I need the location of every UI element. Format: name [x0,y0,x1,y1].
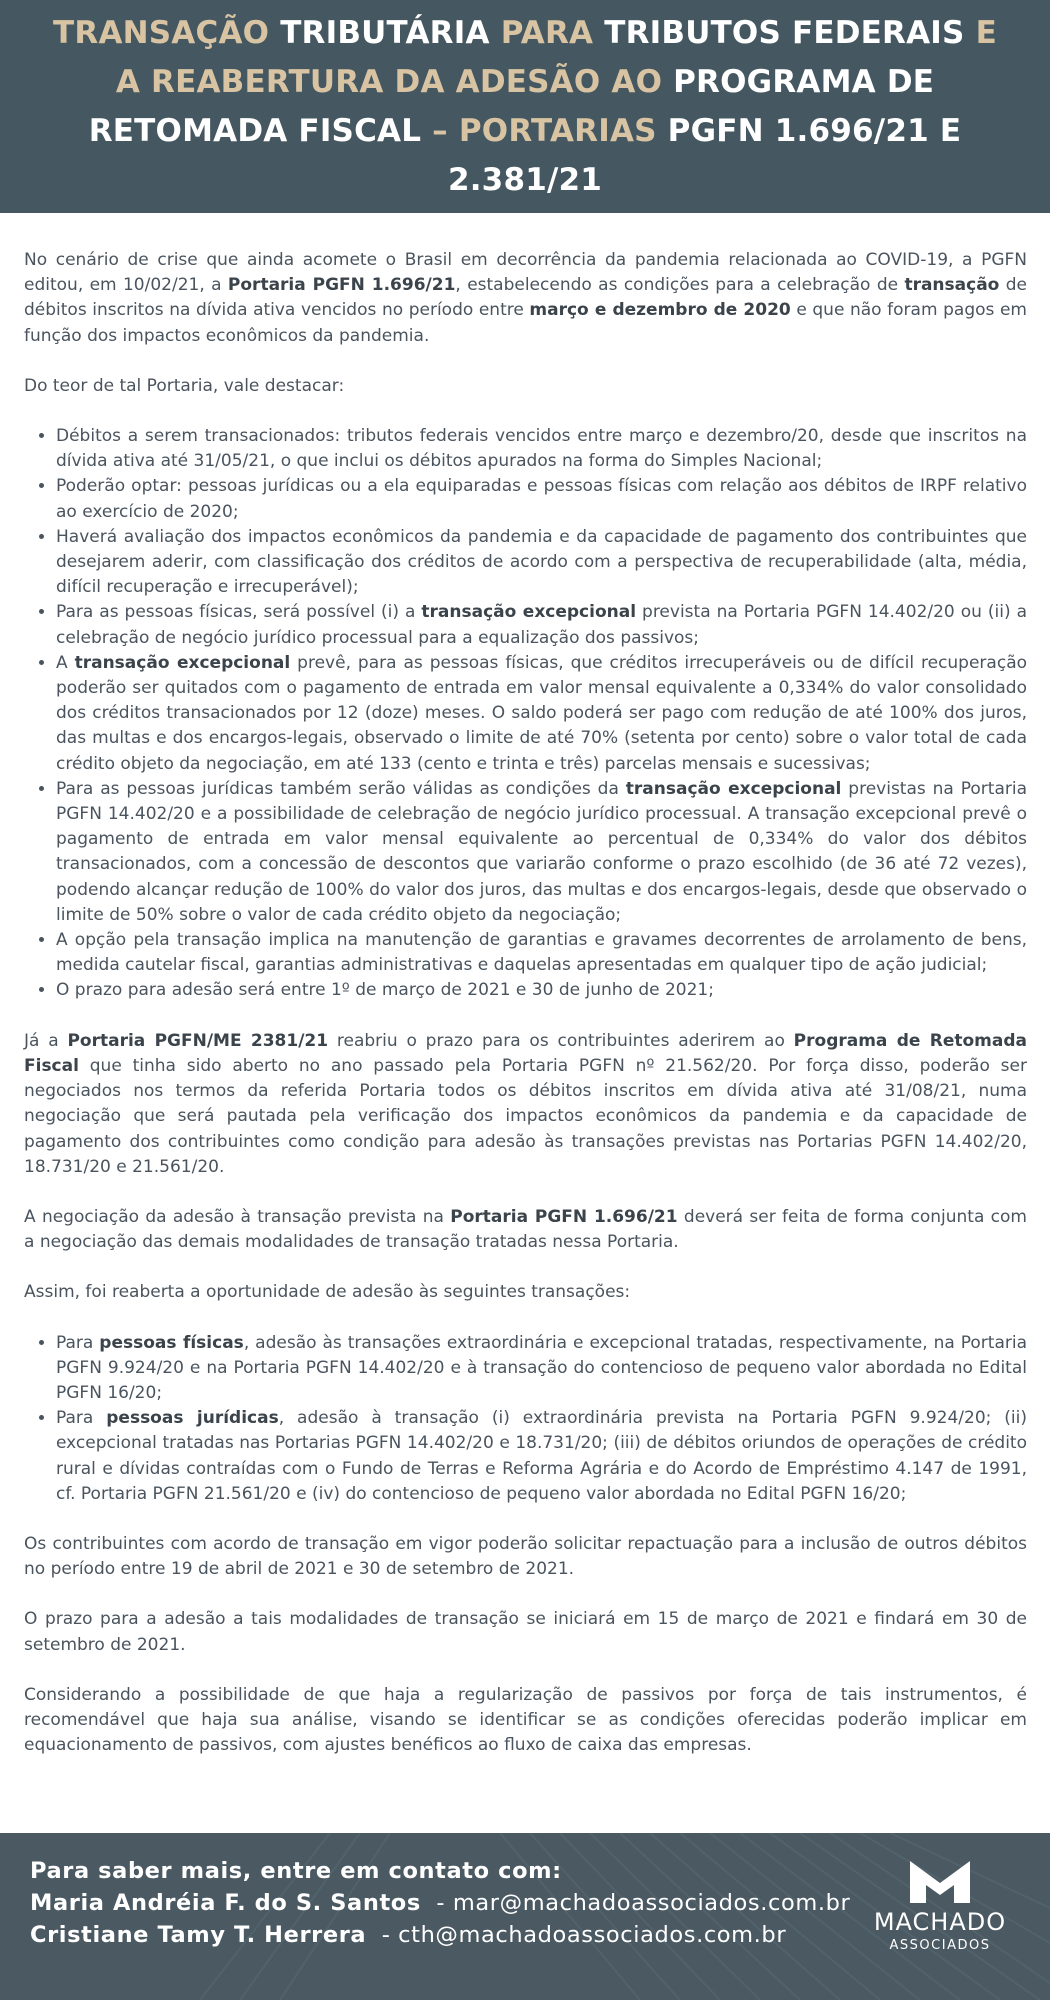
bold-text: Portaria PGFN 1.696/21 [450,1206,678,1227]
bold-text: transação [904,275,1000,296]
text: Para as pessoas físicas, será possível (i) a [56,602,422,623]
list-item [56,600,1027,650]
list-item: • A opção pela transação implica na manutenção de garantias e gravames decorrentes de arrolamento de bens, medida cautelar fiscal, garantias administrativas e daquelas apresentadas em qualquer tipo de ação judicial; [56,928,1027,978]
logo-sub: ASSOCIADOS [889,1938,991,1953]
list-item: • Débitos a serem transacionados: tributos federais vencidos entre março e dezembro/20, desde que inscritos na dívida ativa até 31/05/21, o que inclui os débitos apurados na forma do Simples Nacional; [56,424,1027,474]
bold-text: transação excepcional [625,778,842,799]
article-body [24,248,1027,1783]
paragraph-repactuacao: Os contribuintes com acordo de transação em vigor poderão solicitar repactuação para a inclusão de outros débitos no período entre 19 de abril de 2021 e 30 de setembro de 2021. [24,1533,1027,1580]
logo-word: MACHADO [873,1908,1007,1936]
title-part: E A REABERTURA DA ADESÃO AO [115,14,997,100]
bold-text: Portaria PGFN 1.696/21 [227,275,456,296]
contact-name: Cristiane Tamy T. Herrera [30,1922,367,1948]
text: deverá ser feita de forma conjunta com a negociação das demais modalidades de transação tratadas nessa Portaria. [24,1206,1027,1253]
footer-contact [0,1833,1050,2000]
title-part: PARA [500,14,605,51]
logo-mark-icon [910,1861,970,1903]
text: A negociação da adesão à transação prevista na [24,1206,451,1227]
text: prevê, para as pessoas físicas, que créditos irrecuperáveis ou de difícil recuperação poderão ser quitados com o pagamento de entrada em valor mensal equivalente a 0,334% do valor consolidado dos créditos transacionados por 12 (doze) meses. O saldo poderá ser pago com redução de até 100% dos juros, das multas e dos encargos-legais, observado o limite de até 70% (setenta por cento) sobre o valor total de cada crédito objeto da negociação, em até 133 (cento e trinta e três) parcelas mensais e sucessivas; [56,652,1028,774]
text: Para [56,1408,107,1429]
title-part: TRIBUTOS FEDERAIS [604,14,976,51]
intro-paragraph [24,248,1027,349]
highlights-list [24,424,1027,1004]
bold-text: transação excepcional [74,652,291,673]
bold-text: Programa de Retomada Fiscal [24,1030,1027,1076]
title-part: – PORTARIAS [432,112,668,149]
list-item [56,1331,1027,1407]
paragraph-conclusao: Considerando a possibilidade de que haja a regularização de passivos por força de tais instrumentos, é recomendável que haja sua análise, visando se identificar se as condições oferecidas poderão implicar em equacionamento de passivos, com ajustes benéficos ao fluxo de caixa das empresas. [24,1684,1027,1756]
text: No cenário de crise que ainda acomete o Brasil em decorrência da pandemia relacionada ao COVID-19, a PGFN editou, em 10/02/21, a [24,250,1027,296]
title-part: TRIBUTÁRIA [280,14,501,51]
text: Já a [24,1030,68,1051]
bold-text: Portaria PGFN/ME 2381/21 [67,1030,329,1051]
company-logo [870,1861,1010,1955]
text: de débitos inscritos na dívida ativa vencidos no período entre [24,275,1027,321]
bold-text: transação excepcional [421,602,637,623]
highlight-intro: Do teor de tal Portaria, vale destacar: [24,375,345,396]
contact-row [30,1919,850,1951]
header-banner [0,0,1050,213]
paragraph-reabertura: Assim, foi reaberta a oportunidade de adesão às seguintes transações: [24,1282,631,1303]
contact-email[interactable]: mar@machadoassociados.com.br [452,1890,851,1916]
bold-text: março e dezembro de 2020 [529,300,791,321]
text: Para as pessoas jurídicas também serão válidas as condições da [56,778,626,799]
contact-separator: - [366,1922,399,1948]
list-item: • O prazo para adesão será entre 1º de março de 2021 e 30 de junho de 2021; [56,978,1027,1003]
list-item [56,651,1027,777]
text: , adesão às transações extraordinária e excepcional tratadas, respectivamente, na Portaria PGFN 9.924/20 e na Portaria PGFN 14.402/20 e à transação do contencioso de pequeno valor abordada no Edital PGFN 16/20; [56,1332,1028,1403]
text: que tinha sido aberto no ano passado pela Portaria PGFN nº 21.562/20. Por força disso, poderão ser negociados nos termos da referida Portaria todos os débitos inscritos em dívida ativa até 31/08/21, numa negociação que será pautada pela verificação dos impactos econômicos da pandemia e da capacidade de pagamento dos contribuintes como condição para adesão às transações previstas nas Portarias PGFN 14.402/20, 18.731/20 e 21.561/20. [24,1055,1027,1177]
list-item [56,1406,1027,1507]
text: , estabelecendo as condições para a celebração de [455,275,905,296]
contact-block [30,1855,850,1951]
list-item [56,777,1027,928]
paragraph-negociacao [24,1205,1027,1255]
contact-separator: - [420,1890,453,1916]
paragraph-retomada [24,1029,1027,1180]
text: A [56,652,75,673]
contact-name: Maria Andréia F. do S. Santos [30,1890,421,1916]
contact-email[interactable]: cth@machadoassociados.com.br [398,1922,787,1948]
text: , adesão à transação (i) extraordinária prevista na Portaria PGFN 9.924/20; (ii) excepcional tratadas nas Portarias PGFN 14.402/20 e 18.731/20; (iii) de débitos oriundos de operações de crédito rural e dívidas contraídas com o Fundo de Terras e Reforma Agrária e do Acordo de Empréstimo 4.147 de 1991, cf. Portaria PGFN 21.561/20 e (iv) do contencioso de pequeno valor abordada no Edital PGFN 16/20; [56,1408,1028,1504]
text: previstas na Portaria PGFN 14.402/20 e a possibilidade de celebração de negócio jurídico processual. A transação excepcional prevê o pagamento de entrada em valor mensal equivalente ao percentual de 0,334% do valor dos débitos transacionados, com a concessão de descontos que variarão conforme o prazo escolhido (de 36 até 72 vezes), podendo alcançar redução de 100% do valor dos juros, das multas e dos encargos-legais, desde que observado o limite de 50% sobre o valor de cada crédito objeto da negociação; [56,778,1027,925]
title-part: PGFN 1.696/21 E 2.381/21 [447,112,962,198]
title-part: TRANSAÇÃO [53,14,281,51]
paragraph-prazo: O prazo para a adesão a tais modalidades de transação se iniciará em 15 de março de 2021 e findará em 30 de setembro de 2021. [24,1609,1027,1655]
bold-text: pessoas físicas [99,1332,244,1353]
page-title [40,9,1010,205]
text: Para [56,1332,100,1353]
text: reabriu o prazo para os contribuintes aderirem ao [328,1030,794,1051]
list-item: • Haverá avaliação dos impactos econômicos da pandemia e da capacidade de pagamento dos contribuintes que desejarem aderir, com classificação dos créditos de acordo com a perspectiva de recuperabilidade (alta, média, difícil recuperação e irrecuperável); [56,525,1027,601]
contact-row [30,1887,850,1919]
bold-text: pessoas jurídicas [106,1408,279,1429]
transactions-list [24,1331,1027,1507]
text: prevista na Portaria PGFN 14.402/20 ou (ii) a celebração de negócio jurídico processual para a equalização dos passivos; [56,602,1027,648]
contact-lead: Para saber mais, entre em contato com: [30,1858,562,1884]
title-part: PROGRAMA DE RETOMADA FISCAL [88,63,935,149]
text: e que não foram pagos em função dos impactos econômicos da pandemia. [24,300,1027,346]
list-item: • Poderão optar: pessoas jurídicas ou a ela equiparadas e pessoas físicas com relação aos débitos de IRPF relativo ao exercício de 2020; [56,474,1027,524]
